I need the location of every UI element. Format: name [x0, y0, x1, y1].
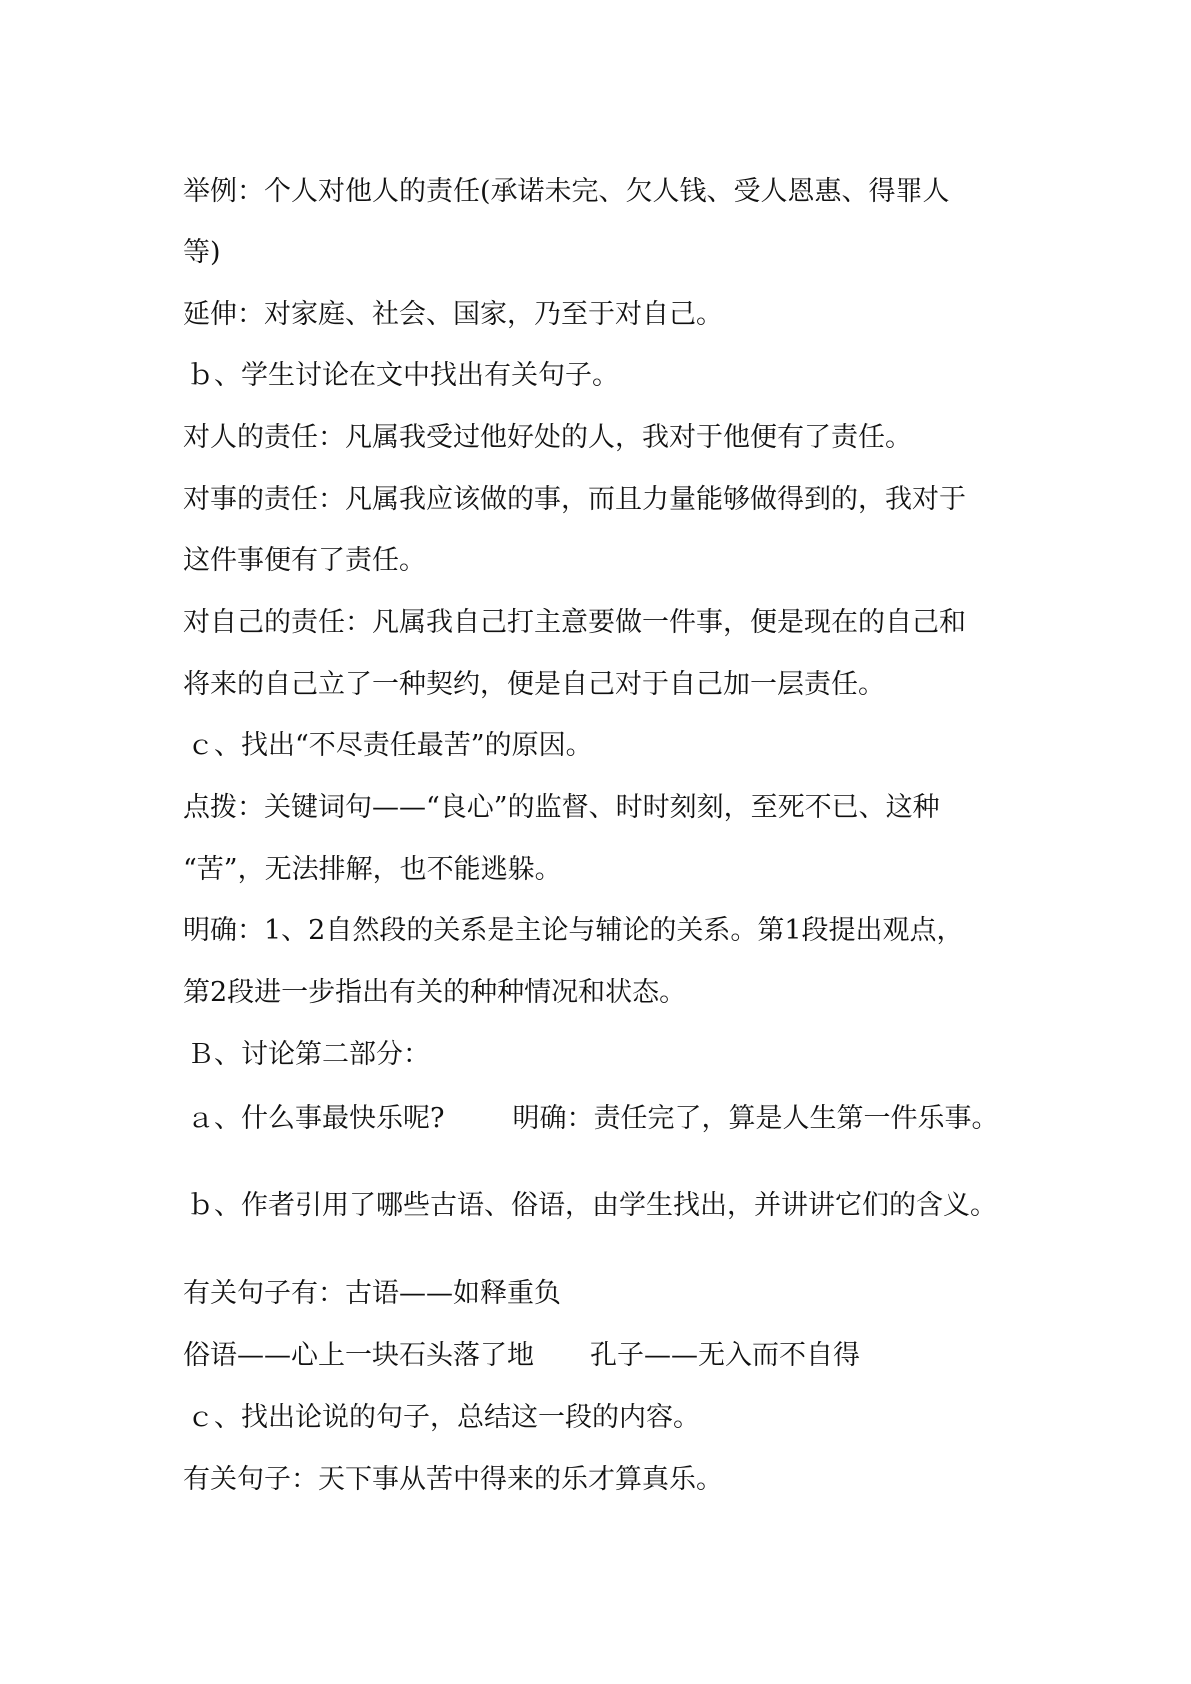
- text-line: 延伸：对家庭、社会、国家，乃至于对自己。: [183, 299, 723, 330]
- text-line: 对事的责任：凡属我应该做的事，而且力量能够做得到的，我对于: [183, 484, 966, 515]
- text-line: 将来的自己立了一种契约，便是自己对于自己加一层责任。: [183, 669, 885, 700]
- text-line-a: [187, 1101, 998, 1137]
- text-line: ｃ、找出论说的句子，总结这一段的内容。: [187, 1402, 700, 1433]
- text-line: 对人的责任：凡属我受过他好处的人，我对于他便有了责任。: [183, 422, 912, 453]
- text-line-proverb: [183, 1338, 860, 1374]
- proverb-text: 俗语——心上一块石头落了地: [183, 1340, 534, 1371]
- text-line: ｂ、学生讨论在文中找出有关句子。: [187, 360, 619, 391]
- text-line: 第2段进一步指出有关的种种情况和状态。: [183, 977, 687, 1008]
- answer-text: 明确：责任完了，算是人生第一件乐事。: [512, 1103, 999, 1134]
- text-line: “苦”，无法排解，也不能逃躲。: [183, 854, 562, 885]
- text-line: 明确：1、2自然段的关系是主论与辅论的关系。第1段提出观点，: [183, 915, 964, 946]
- text-line: 这件事便有了责任。: [183, 545, 426, 576]
- text-line: ｂ、作者引用了哪些古语、俗语，由学生找出，并讲讲它们的含义。: [187, 1190, 997, 1221]
- text-line: 对自己的责任：凡属我自己打主意要做一件事，便是现在的自己和: [183, 607, 966, 638]
- text-line: 有关句子有：古语——如释重负: [183, 1278, 561, 1309]
- text-line: 有关句子：天下事从苦中得来的乐才算真乐。: [183, 1464, 723, 1495]
- text-line: Ｂ、讨论第二部分：: [187, 1039, 430, 1070]
- text-line: 点拨：关键词句——“良心”的监督、时时刻刻，至死不已、这种: [183, 792, 940, 823]
- confucius-text: 孔子——无入而不自得: [590, 1340, 860, 1371]
- question-text: ａ、什么事最快乐呢?: [187, 1103, 445, 1134]
- text-line: ｃ、找出“不尽责任最苦”的原因。: [187, 730, 593, 761]
- text-line: 等): [183, 237, 221, 268]
- text-line: 举例：个人对他人的责任(承诺未完、欠人钱、受人恩惠、得罪人: [183, 176, 950, 207]
